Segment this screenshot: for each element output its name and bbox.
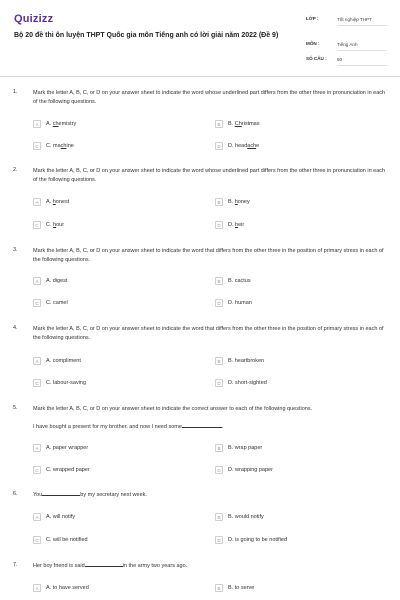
option-a[interactable] — [33, 444, 88, 452]
option-letter: A — [33, 120, 41, 128]
option-c[interactable] — [33, 299, 68, 307]
option-a[interactable] — [33, 198, 69, 206]
option-text: C. will be notified — [46, 537, 88, 543]
option-d[interactable] — [215, 466, 273, 474]
option-text: D. human — [228, 300, 252, 306]
option-text: B. to serve — [228, 585, 255, 591]
answer-blank — [42, 495, 80, 496]
option-letter: C — [33, 536, 41, 544]
option-letter: B — [215, 277, 223, 285]
option-text: C. labour-saving — [46, 380, 87, 386]
option-a[interactable] — [33, 277, 67, 285]
question-number: 4. — [13, 325, 18, 331]
option-d[interactable] — [215, 536, 287, 544]
option-b[interactable] — [215, 513, 264, 521]
option-text: A. will notify — [46, 514, 76, 520]
option-c[interactable] — [33, 221, 64, 229]
option-letter: B — [215, 357, 223, 365]
question-sentence: You by my secretary next week. — [33, 492, 147, 498]
option-text: B. wrap paper — [228, 445, 263, 451]
question-number: 7. — [13, 562, 18, 568]
option-letter: B — [215, 513, 223, 521]
option-text: C. hour — [46, 222, 65, 228]
option-letter: A — [33, 277, 41, 285]
option-letter: B — [215, 584, 223, 592]
option-letter: A — [33, 198, 41, 206]
option-letter: D — [215, 221, 223, 229]
option-letter: C — [33, 379, 41, 387]
option-a[interactable] — [33, 584, 89, 592]
meta-subject-label: MÔN : — [306, 41, 320, 46]
option-letter: A — [33, 444, 41, 452]
option-letter: C — [33, 221, 41, 229]
option-letter: B — [215, 198, 223, 206]
meta-grade-label: LỚP : — [306, 16, 319, 21]
option-text: A. paper wrapper — [46, 445, 89, 451]
option-text: D. heir — [228, 222, 245, 228]
question-number: 5. — [13, 405, 18, 411]
option-text: C. camel — [46, 300, 68, 306]
option-text: A. compliment — [46, 358, 81, 364]
option-d[interactable] — [215, 221, 244, 229]
option-letter: D — [215, 379, 223, 387]
meta-subject-value: Tiếng Anh — [337, 41, 387, 51]
option-c[interactable] — [33, 466, 90, 474]
option-text: B. honey — [228, 199, 250, 205]
option-letter: B — [215, 444, 223, 452]
option-text: A. digest — [46, 278, 68, 284]
option-letter: D — [215, 299, 223, 307]
option-text: C. machine — [46, 143, 74, 149]
question-number: 6. — [13, 491, 18, 497]
question-text: Mark the letter A, B, C, or D on your answer sheet to indicate the word whose underlined part differs from the other three in pronunciation in each of the following questions. — [33, 168, 386, 183]
option-letter: C — [33, 299, 41, 307]
option-text: D. short-sighted — [228, 380, 267, 386]
question-text: Mark the letter A, B, C, or D on your answer sheet to indicate the word whose underlined part differs from the other three in pronunciation in each of the following questions. — [33, 90, 386, 105]
question-number: 1. — [13, 89, 18, 95]
option-letter: D — [215, 142, 223, 150]
option-c[interactable] — [33, 536, 88, 544]
option-b[interactable] — [215, 444, 262, 452]
option-text: D. wrapping paper — [228, 467, 273, 473]
option-letter: C — [33, 142, 41, 150]
worksheet-title: Bộ 20 đề thi ôn luyện THPT Quốc gia môn Tiếng anh có lời giải năm 2022 (Đề 9) — [14, 32, 279, 39]
option-b[interactable] — [215, 277, 251, 285]
option-text: D. is going to be notified — [228, 537, 288, 543]
option-letter: D — [215, 466, 223, 474]
question-sentence: Her boy friend is said in the army two years ago. — [33, 563, 188, 569]
option-text: C. wrapped paper — [46, 467, 90, 473]
option-c[interactable] — [33, 379, 86, 387]
quizizz-logo: Quizizz — [14, 13, 54, 25]
option-text: A. honest — [46, 199, 70, 205]
option-text: B. heartbroken — [228, 358, 265, 364]
question-text: Mark the letter A, B, C, or D on your answer sheet to indicate the word that differs from the other three in the position of primary stress in each of the following questions. — [33, 248, 384, 263]
meta-count-label: SỐ CÂU : — [306, 56, 327, 61]
question-number: 3. — [13, 247, 18, 253]
option-letter: C — [33, 466, 41, 474]
option-letter: B — [215, 120, 223, 128]
option-d[interactable] — [215, 299, 252, 307]
answer-blank — [182, 427, 222, 428]
meta-count-value: 50 — [337, 56, 387, 66]
option-d[interactable] — [215, 379, 267, 387]
option-text: B. cactus — [228, 278, 251, 284]
question-text: Mark the letter A, B, C, or D on your answer sheet to indicate the word that differs from the other three in the position of primary stress in each of the following questions. — [33, 326, 384, 341]
option-letter: A — [33, 357, 41, 365]
option-text: B. Christmas — [228, 121, 260, 127]
meta-grade-value: Tốt nghiệp THPT — [337, 16, 387, 26]
option-b[interactable] — [215, 198, 250, 206]
option-letter: A — [33, 513, 41, 521]
worksheet-header — [0, 0, 400, 77]
question-number: 2. — [13, 167, 18, 173]
answer-blank — [85, 566, 123, 567]
option-c[interactable] — [33, 142, 74, 150]
option-a[interactable] — [33, 120, 76, 128]
question-sentence: I have bought a present for my brother, and now I need some . — [33, 424, 224, 430]
question-text: Mark the letter A, B, C, or D on your answer sheet to indicate the correct answer to each of the following questions. — [33, 406, 313, 412]
option-text: D. headache — [228, 143, 260, 149]
option-text: B. would notify — [228, 514, 264, 520]
option-b[interactable] — [215, 120, 260, 128]
option-a[interactable] — [33, 513, 75, 521]
option-a[interactable] — [33, 357, 81, 365]
option-letter: A — [33, 584, 41, 592]
option-text: A. chemistry — [46, 121, 77, 127]
option-text: A. to have served — [46, 585, 89, 591]
option-b[interactable] — [215, 357, 264, 365]
option-b[interactable] — [215, 584, 254, 592]
option-letter: D — [215, 536, 223, 544]
option-d[interactable] — [215, 142, 259, 150]
